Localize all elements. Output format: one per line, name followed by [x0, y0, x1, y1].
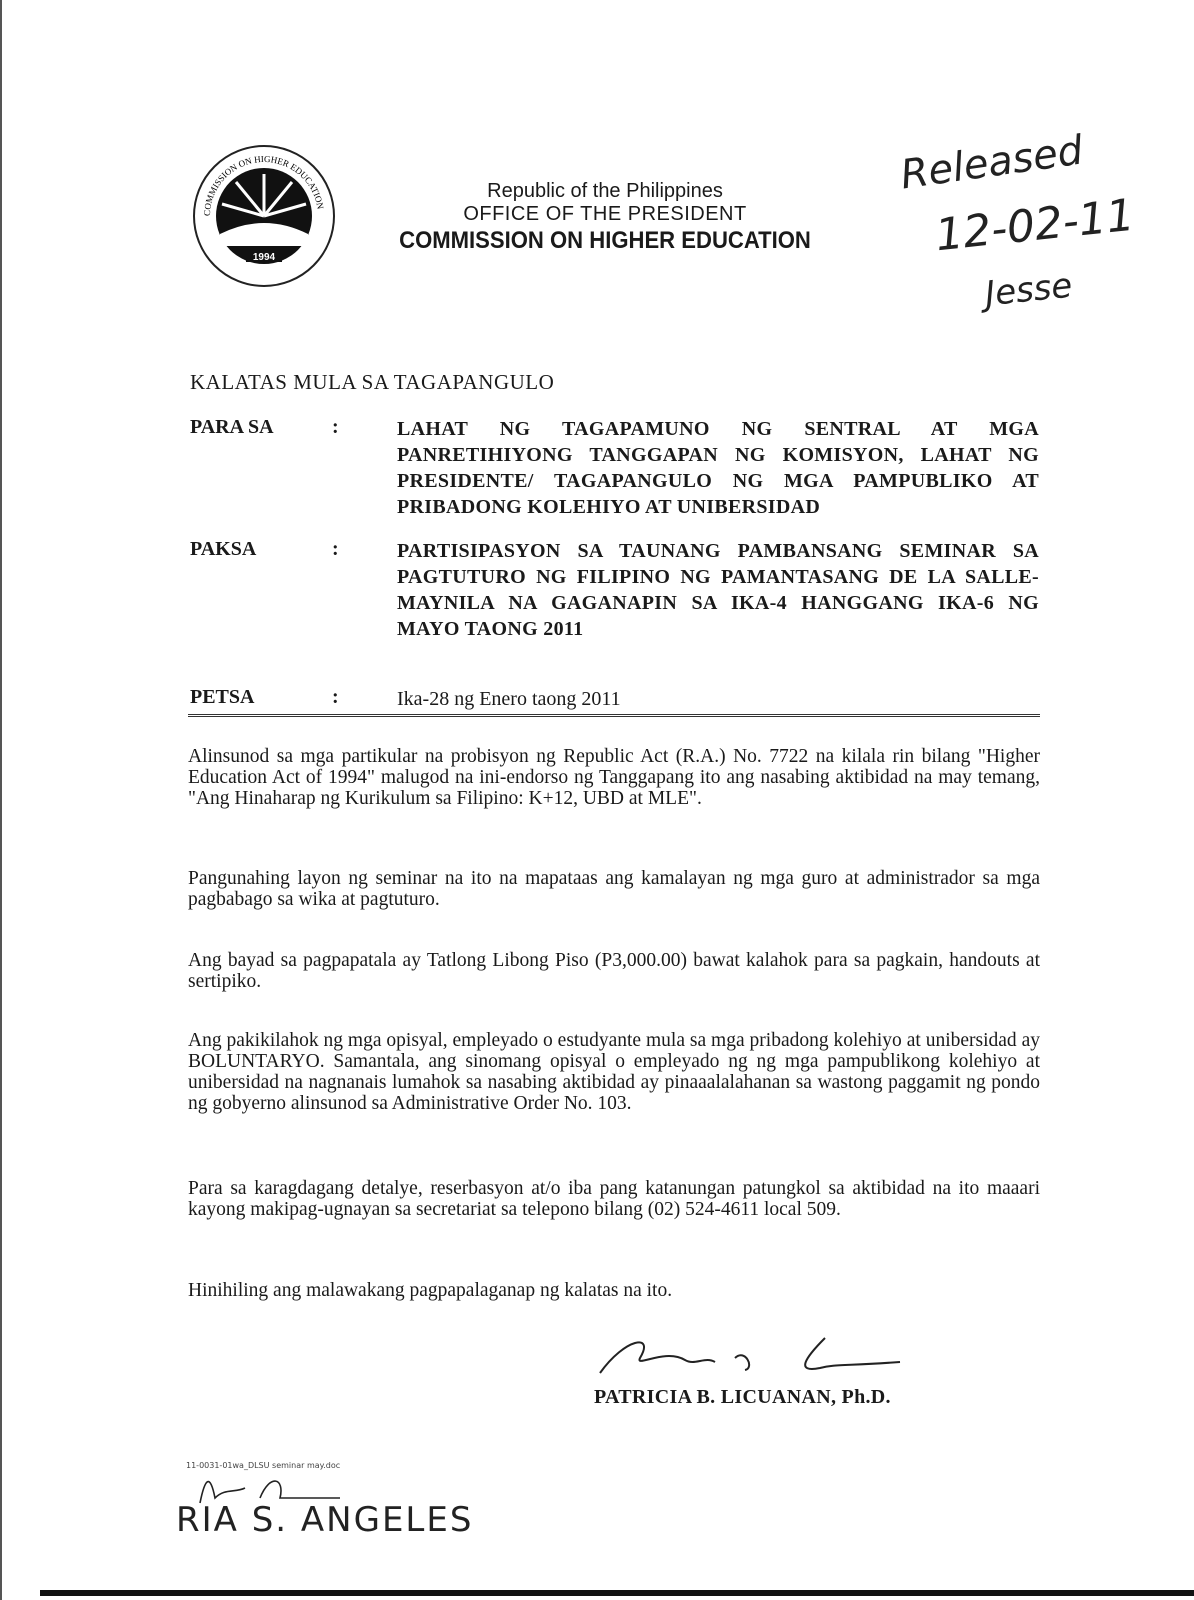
- scan-edge: [0, 0, 2, 1600]
- letterhead-commission: COMMISSION ON HIGHER EDUCATION: [399, 227, 811, 254]
- svg-text:COMMISSION ON HIGHER EDUCATION: COMMISSION ON HIGHER EDUCATION: [201, 153, 326, 217]
- letterhead-office: OFFICE OF THE PRESIDENT: [463, 203, 747, 225]
- body-paragraph-3: Ang bayad sa pagpapatala ay Tatlong Libong Piso (P3,000.00) bawat kalahok para sa pagkain, handouts at sertipiko.: [188, 950, 1040, 992]
- handwritten-date: 12-02-11: [932, 189, 1137, 262]
- signature: [595, 1328, 915, 1383]
- body-paragraph-5: Para sa karagdagang detalye, reserbasyon at/o iba pang katanungan patungkol sa aktibidad na ito maaari kayong makipag-ugnayan sa secretariat sa telepono bilang (02) 524-4611 local 509.: [188, 1178, 1040, 1220]
- letterhead: [370, 180, 840, 256]
- handwritten-initials: Jesse: [983, 265, 1075, 315]
- memo-title: KALATAS MULA SA TAGAPANGULO: [190, 370, 555, 394]
- handwritten-name: RIA S. ANGELES: [176, 1500, 474, 1540]
- paksa-value: PARTISIPASYON SA TAUNANG PAMBANSANG SEMINAR SA PAGTUTURO NG FILIPINO NG PAMANTASANG DE LA SALLE- MAYNILA NA GAGANAPIN SA IKA-4 HANGGANG IKA-6 NG MAYO TAONG 2011: [397, 540, 1039, 640]
- signatory-name: PATRICIA B. LICUANAN, Ph.D.: [594, 1386, 891, 1408]
- svg-text:1994: 1994: [252, 252, 276, 263]
- colon: :: [332, 538, 339, 560]
- colon: :: [332, 686, 339, 708]
- petsa-value: Ika-28 ng Enero taong 2011: [397, 688, 621, 710]
- divider: [188, 714, 1040, 717]
- petsa-label: PETSA: [190, 686, 255, 708]
- body-paragraph-6: Hinihiling ang malawakang pagpapalaganap ng kalatas na ito.: [188, 1280, 673, 1301]
- body-paragraph-1: Alinsunod sa mga partikular na probisyon ng Republic Act (R.A.) No. 7722 na kilala rin bilang "Higher Education Act of 1994" malugod na ini-endorso ng Tanggapang ito ang nasabing aktibidad na may temang, "Ang Hinaharap ng Kurikulum sa Filipino: K+12, UBD at MLE".: [188, 746, 1040, 809]
- handwritten-released: Released: [897, 127, 1086, 199]
- body-paragraph-2: Pangunahing layon ng seminar na ito na mapataas ang kamalayan ng mga guro at administrador sa mga pagbabago sa wika at pagtuturo.: [188, 868, 1040, 910]
- paksa-label: PAKSA: [190, 538, 257, 560]
- letterhead-republic: Republic of the Philippines: [487, 180, 723, 202]
- colon: :: [332, 416, 339, 438]
- ched-seal-logo: [190, 142, 338, 290]
- para-sa-label: PARA SA: [190, 416, 274, 438]
- scan-bottom-edge: [40, 1590, 1194, 1596]
- body-paragraph-4: Ang pakikilahok ng mga opisyal, empleyado o estudyante mula sa mga pribadong kolehiyo at unibersidad ay BOLUNTARYO. Samantala, ang sinomang opisyal o empleyado ng ng mga pampublikong kolehiyo at unibersidad na nagnanais lumahok sa nasabing aktibidad ay pinaaalalahanan sa wastong paggamit ng pondo ng gobyerno alinsunod sa Administrative Order No. 103.: [188, 1030, 1040, 1114]
- para-sa-value: LAHAT NG TAGAPAMUNO NG SENTRAL AT MGA PANRETIHIYONG TANGGAPAN NG KOMISYON, LAHAT NG PRESIDENTE/ TAGAPANGULO NG MGA PAMPUBLIKO AT PRIBADONG KOLEHIYO AT UNIBERSIDAD: [397, 418, 1039, 518]
- file-reference: 11-0031-01wa_DLSU seminar may.doc: [186, 1461, 341, 1470]
